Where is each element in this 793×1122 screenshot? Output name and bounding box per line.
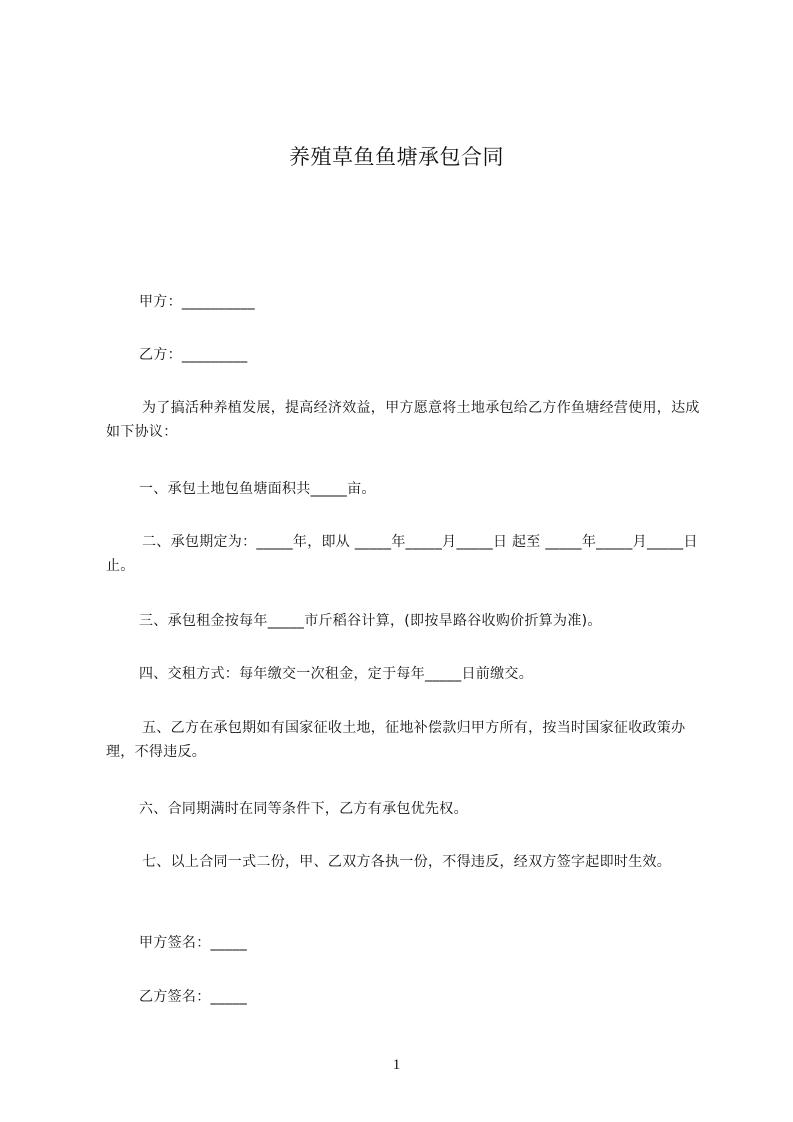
party-b-signature: 乙方签名：_____ — [139, 989, 247, 1005]
clause-4: 四、交租方式：每年缴交一次租金，定于每年_____日前缴交。 — [139, 666, 533, 682]
page-number: 1 — [392, 1057, 401, 1073]
clause-5: 五、乙方在承包期如有国家征收土地，征地补偿款归甲方所有，按当时国家征收政策办理，不得违反。 — [106, 720, 686, 760]
preamble-paragraph: 为了搞活种养植发展，提高经济效益，甲方愿意将土地承包给乙方作鱼塘经营使用，达成如下协议： — [106, 400, 700, 440]
party-a-signature: 甲方签名：_____ — [139, 935, 247, 951]
party-a-line: 甲方：__________ — [139, 294, 255, 310]
clause-7: 七、以上合同一式二份，甲、乙双方各执一份，不得违反，经双方签字起即时生效。 — [142, 854, 672, 870]
clause-6: 六、合同期满时在同等条件下，乙方有承包优先权。 — [139, 801, 468, 817]
clause-2: 二、承包期定为：_____年，即从 _____年_____月_____日 起至 _____年_____月_____日 止。 — [106, 534, 698, 574]
document-title: 养殖草鱼鱼塘承包合同 — [289, 145, 504, 169]
clause-1: 一、承包土地包鱼塘面积共_____亩。 — [139, 481, 376, 497]
clause-3: 三、承包租金按每年_____市斤稻谷计算，(即按旱路谷收购价折算为准)。 — [139, 613, 602, 629]
party-b-line: 乙方：_________ — [139, 347, 248, 363]
